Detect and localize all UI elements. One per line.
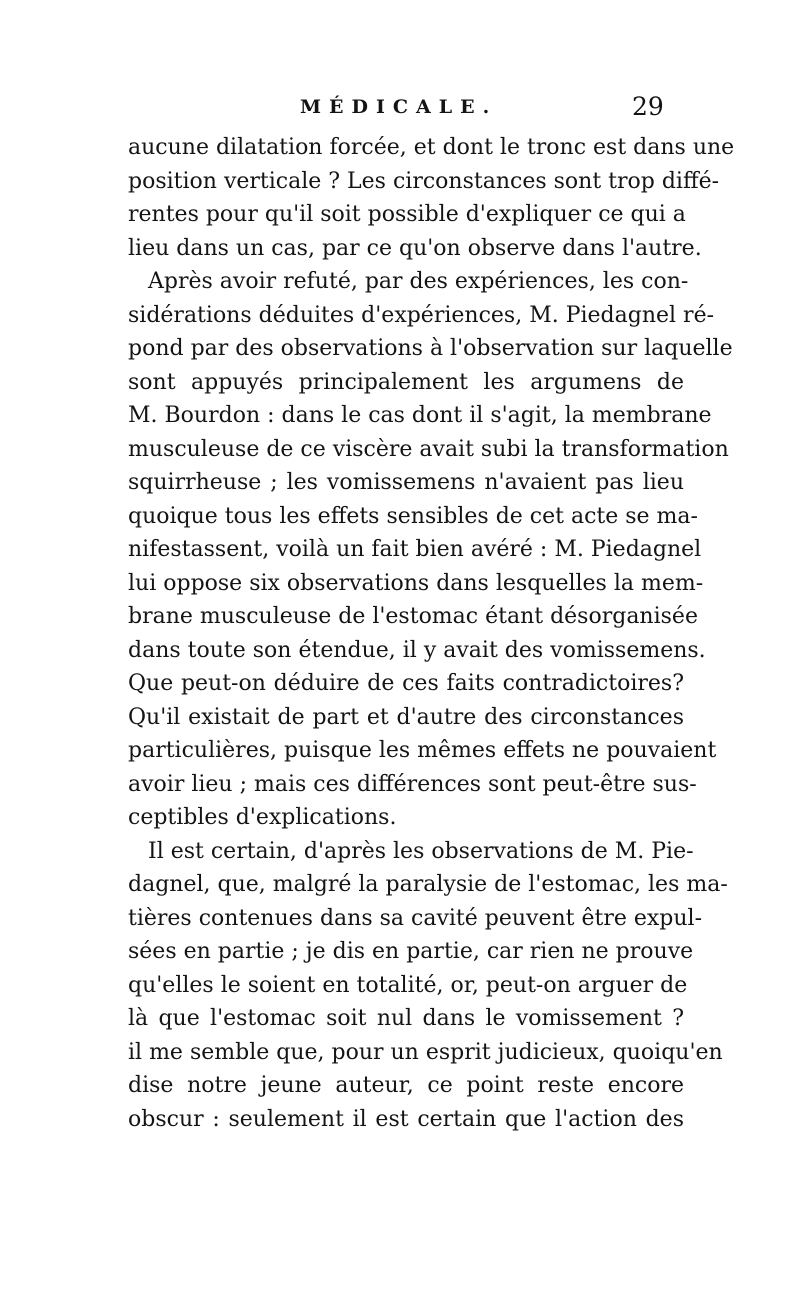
running-head — [0, 86, 800, 126]
text-line: sidérations déduites d'expériences, M. Piedagnel ré- — [128, 302, 715, 328]
text-line: lieu dans un cas, par ce qu'on observe dans l'autre. — [128, 235, 702, 261]
text-line: dise notre jeune auteur, ce point reste encore — [128, 1073, 684, 1098]
text-line: musculeuse de ce viscère avait subi la transformation — [128, 436, 729, 462]
text-line: là que l'estomac soit nul dans le vomissement ? — [128, 1006, 684, 1031]
text-line: obscur : seulement il est certain que l'action des — [128, 1106, 684, 1132]
text-line: squirrheuse ; les vomissemens n'avaient pas lieu — [128, 470, 684, 495]
text-line: Qu'il existait de part et d'autre des circonstances — [128, 704, 684, 730]
text-line: M. Bourdon : dans le cas dont il s'agit, la membrane — [128, 403, 712, 428]
text-line: dans toute son étendue, il y avait des vomissemens. — [128, 637, 706, 663]
body-text — [128, 131, 735, 1136]
text-line: sées en partie ; je dis en partie, car rien ne prouve — [128, 939, 694, 964]
text-line: qu'elles le soient en totalité, or, peut-on arguer de — [128, 972, 688, 998]
text-line: position verticale ? Les circonstances sont trop diffé- — [128, 168, 720, 194]
text-line: rentes pour qu'il soit possible d'expliquer ce qui a — [128, 202, 686, 227]
text-line: quoique tous les effets sensibles de cet acte se ma- — [128, 503, 698, 529]
text-line: nifestassent, voilà un fait bien avéré : M. Piedagnel — [128, 537, 702, 562]
text-line: avoir lieu ; mais ces différences sont peut-être sus- — [128, 771, 697, 797]
text-line: pond par des observations à l'observation sur laquelle — [128, 336, 733, 361]
running-title: MÉDICALE. — [300, 96, 498, 118]
text-line: Que peut-on déduire de ces faits contradictoires? — [128, 671, 684, 696]
text-line: aucune dilatation forcée, et dont le tronc est dans une — [128, 135, 735, 160]
text-line: sont appuyés principalement les argumens de — [128, 369, 684, 395]
text-line: brane musculeuse de l'estomac étant désorganisée — [128, 604, 698, 629]
text-line: particulières, puisque les mêmes effets ne pouvaient — [128, 738, 717, 763]
text-line: lui oppose six observations dans lesquelles la mem- — [128, 570, 704, 596]
text-line: tières contenues dans sa cavité peuvent être expul- — [128, 905, 703, 931]
text-line: Après avoir refuté, par des expériences, les con- — [148, 269, 689, 294]
text-line: dagnel, que, malgré la paralysie de l'estomac, les ma- — [128, 872, 728, 897]
text-line: il me semble que, pour un esprit judicieux, quoiqu'en — [128, 1039, 723, 1065]
text-line: Il est certain, d'après les observations de M. Pie- — [148, 838, 694, 864]
page-number: 29 — [632, 92, 664, 121]
text-line: ceptibles d'explications. — [128, 805, 397, 830]
